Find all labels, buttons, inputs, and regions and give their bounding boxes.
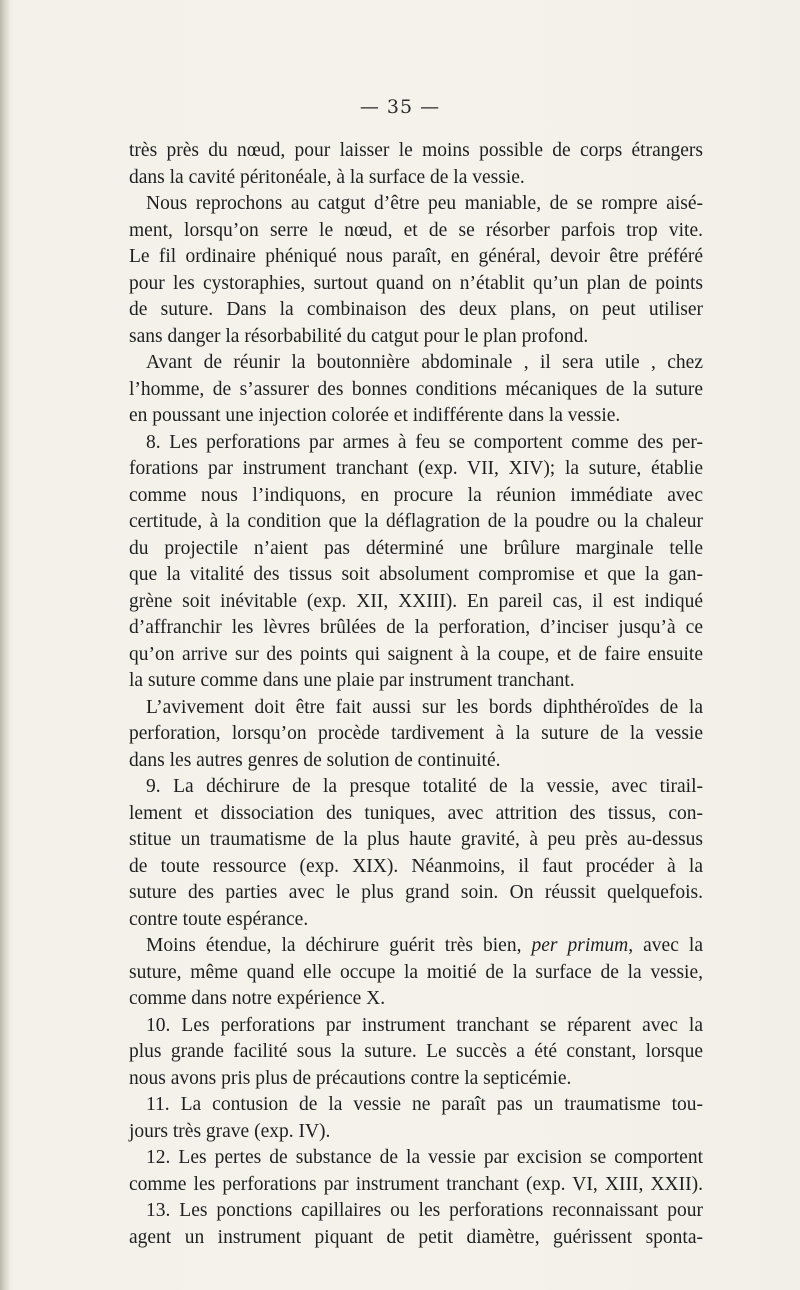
text-line: agent un instrument piquant de petit diamètre, guérissent sponta- (129, 1226, 703, 1248)
text-line: L’avivement doit être fait aussi sur les bords diphthéroïdes de la (146, 696, 703, 718)
text-line: nous avons pris plus de précautions contre la septicémie. (129, 1067, 572, 1089)
text-line: en poussant une injection colorée et indifférente dans la vessie. (129, 405, 621, 426)
text-line: Le fil ordinaire phéniqué nous paraît, en général, devoir être préféré (129, 246, 703, 267)
text-line: forations par instrument tranchant (exp. VII, XIV); la suture, établie (129, 458, 703, 479)
text-line: du projectile n’aient pas déterminé une brûlure marginale telle (129, 537, 703, 559)
text-line: Avant de réunir la boutonnière abdominale , il sera utile , chez (146, 352, 703, 373)
text-line: perforation, lorsqu’on procède tardivement à la suture de la vessie (129, 723, 703, 744)
text-line: contre toute espérance. (129, 908, 309, 930)
page-number: — 35 — (359, 96, 441, 118)
text-line: pour les cystoraphies, surtout quand on n’établit qu’un plan de points (129, 272, 703, 294)
text-segment: Moins étendue, la déchirure guérit très bien, (146, 935, 532, 956)
text-line (129, 933, 703, 960)
text-line: plus grande facilité sous la suture. Le succès a été constant, lorsque (129, 1041, 703, 1062)
text-line: comme nous l’indiquons, en procure la réunion immédiate avec (129, 484, 703, 506)
text-line: de suture. Dans la combinaison des deux plans, on peut utiliser (129, 299, 703, 320)
text-line: l’homme, de s’assurer des bonnes conditions mécaniques de la suture (129, 378, 703, 400)
text-line: stitue un traumatisme de la plus haute gravité, à peu près au-dessus (129, 829, 703, 850)
text-line: d’affranchir les lèvres brûlées de la perforation, d’inciser jusqu’à ce (129, 617, 703, 638)
text-line: 9. La déchirure de la presque totalité de la vessie, avec tirail- (146, 776, 703, 797)
text-line: ment, lorsqu’on serre le nœud, et de se résorber parfois trop vite. (129, 219, 703, 241)
text-line: 12. Les pertes de substance de la vessie par excision se comportent (146, 1147, 703, 1168)
text-line: la suture comme dans une plaie par instrument tranchant. (129, 670, 575, 691)
text-line: sans danger la résorbabilité du catgut pour le plan profond. (129, 325, 589, 347)
text-line: dans les autres genres de solution de continuité. (129, 749, 501, 771)
text-line: 13. Les ponctions capillaires ou les perforations reconnaissant pour (146, 1200, 703, 1221)
text-line: 8. Les perforations par armes à feu se comportent comme des per- (146, 431, 703, 453)
text-line: certitude, à la condition que la déflagration de la poudre ou la chaleur (129, 511, 703, 532)
text-line: comme les perforations par instrument tranchant (exp. VI, XIII, XXII). (129, 1173, 703, 1195)
text-segment: , avec la (628, 935, 703, 956)
text-line: 11. La contusion de la vessie ne paraît pas un traumatisme tou- (146, 1094, 703, 1115)
text-line: suture des parties avec le plus grand soin. On réussit quelquefois. (129, 882, 703, 903)
text-line: de toute ressource (exp. XIX). Néanmoins, il faut procéder à la (129, 855, 703, 877)
text-line: grène soit inévitable (exp. XII, XXIII). En pareil cas, il est indiqué (129, 590, 703, 612)
text-line: suture, même quand elle occupe la moitié de la surface de la vessie, (129, 961, 703, 983)
text-line: qu’on arrive sur des points qui saignent à la coupe, et de faire ensuite (129, 643, 703, 665)
body-text (129, 138, 703, 1251)
text-line: très près du nœud, pour laisser le moins possible de corps étrangers (129, 140, 703, 161)
text-line: comme dans notre expérience X. (129, 988, 386, 1009)
text-line: 10. Les perforations par instrument tranchant se réparent avec la (146, 1014, 703, 1036)
text-line: Nous reprochons au catgut d’être peu maniable, de se rompre aisé- (146, 193, 703, 214)
text-line: dans la cavité péritonéale, à la surface de la vessie. (129, 166, 525, 188)
text-line: lement et dissociation des tuniques, avec attrition des tissus, con- (129, 802, 703, 824)
text-line: jours très grave (exp. IV). (129, 1120, 331, 1142)
text-line: que la vitalité des tissus soit absolument compromise et que la gan- (129, 564, 703, 585)
page-gutter-shadow (0, 0, 10, 1290)
italic-phrase: per primum (531, 935, 629, 956)
